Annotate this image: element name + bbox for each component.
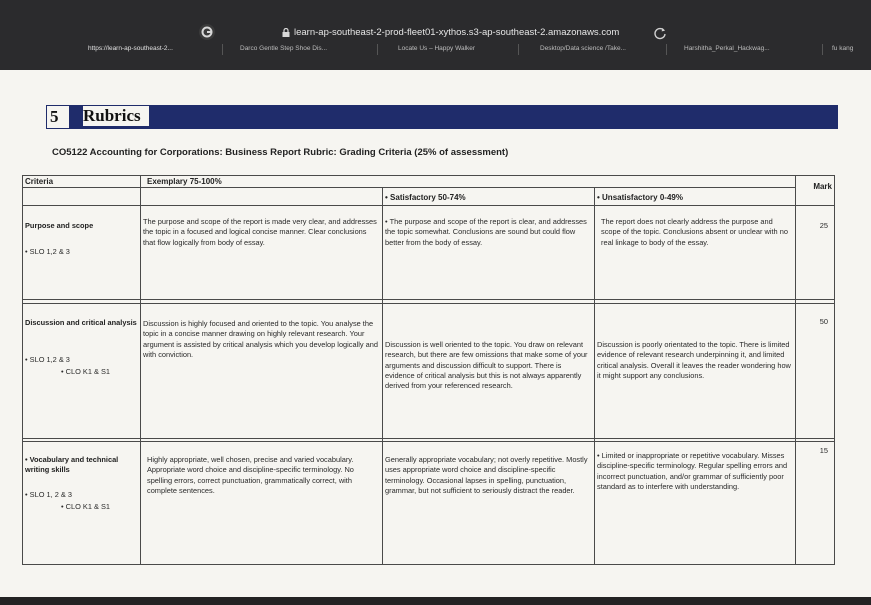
reload-icon[interactable]: [653, 26, 667, 40]
bookmarks-bar: [0, 42, 871, 60]
row3-slo: • SLO 1, 2 & 3: [22, 488, 140, 502]
row2-mark: 50: [819, 317, 828, 326]
row1-unsatisfactory: The report does not clearly address the purpose and scope of the topic. Conclusions absent or unclear with no real linkage to body of the essay.: [601, 217, 788, 247]
header-criteria: Criteria: [25, 177, 54, 186]
header-satisfactory: • Satisfactory 50-74%: [382, 191, 592, 205]
row2-criteria: Discussion and critical analysis: [25, 318, 137, 327]
bookmark-harshitha[interactable]: Harshitha_Perkal_Hackwag...: [684, 45, 770, 52]
row3-unsatisfactory: • Limited or inappropriate or repetitive vocabulary. Misses discipline-specific terminology. Regular spelling errors and incorrect punctuation, and/or grammar of sufficiently poor standard as to interfere with understanding.: [594, 449, 795, 564]
address-bar[interactable]: [282, 23, 642, 43]
section-number: 5: [50, 107, 59, 126]
rubric-subtitle: CO5122 Accounting for Corporations: Business Report Rubric: Grading Criteria (25% of assessment): [52, 147, 509, 158]
row1-criteria: Purpose and scope: [25, 221, 94, 230]
bookmark-darco[interactable]: Darco Gentle Step Shoe Dis...: [240, 45, 328, 52]
row3-satisfactory: Generally appropriate vocabulary; not overly repetitive. Mostly uses appropriate word choice and discipline-specific terminology. Occasional lapses in spelling, punctuation, grammar, but not sufficient to seriously distract the reader.: [385, 455, 588, 495]
row2-exemplary: Discussion is highly focused and oriented to the topic. You analyse the topic in a concise manner drawing on highly relevant research. Your argument is assisted by critical analysis which you develop logically and with conviction.: [143, 319, 378, 359]
row2-unsatisfactory: Discussion is poorly orientated to the topic. There is limited evidence of relevant research underpinning it, and limited critical analysis. Overall it leaves the reader wondering how it might support any conclusions.: [597, 340, 791, 380]
row3-mark: 15: [819, 446, 828, 455]
row3-criteria: • Vocabulary and technical writing skills: [22, 453, 140, 477]
section-heading-bar: [46, 105, 838, 129]
header-mark: Mark: [813, 182, 832, 191]
ghost-icon[interactable]: [198, 23, 216, 41]
header-unsatisfactory: • Unsatisfactory 0-49%: [594, 191, 794, 205]
screen-bezel: [0, 597, 871, 605]
bookmark-happy-walker[interactable]: Locate Us – Happy Walker: [398, 45, 476, 52]
row3-clo: • CLO K1 & S1: [58, 500, 140, 514]
row2-clo: • CLO K1 & S1: [58, 365, 140, 379]
browser-chrome: [0, 0, 871, 70]
row2-satisfactory: Discussion is well oriented to the topic. You draw on relevant research, but there are few omissions that make some of your arguments and discussion difficult to support. There is evidence of critical analysis but this is not always apparently derived from your referenced research.: [385, 340, 588, 391]
bookmark-data-science[interactable]: Desktop/Data science /Take...: [540, 45, 626, 52]
rubric-table: [22, 175, 835, 565]
bookmark-learn[interactable]: https://learn-ap-southeast-2...: [88, 45, 173, 52]
row2-slo: • SLO 1,2 & 3: [22, 353, 140, 367]
bookmark-fu-kang[interactable]: fu kang: [832, 45, 854, 52]
url-text: learn-ap-southeast-2-prod-fleet01-xythos.s3-ap-southeast-2.amazonaws.com: [294, 27, 620, 38]
lock-icon: [282, 28, 290, 37]
row1-mark: 25: [819, 221, 828, 230]
row3-exemplary: Highly appropriate, well chosen, precise and varied vocabulary. Appropriate word choice and discipline-specific terminology. No spelling errors, correct punctuation, grammatically correct, with complete sentences.: [147, 455, 354, 495]
section-title: Rubrics: [83, 106, 149, 126]
header-exemplary: Exemplary 75-100%: [147, 177, 222, 186]
section-number-box: [46, 105, 70, 129]
row1-exemplary: The purpose and scope of the report is made very clear, and addresses the topic in a focused and logical concise manner. Clear conclusions that flow logically from body of essay.: [143, 217, 377, 247]
row1-satisfactory: • The purpose and scope of the report is clear, and addresses the topic somewhat. Conclusions are sound but could flow better from the body of essay.: [382, 215, 594, 299]
document-page: [0, 70, 871, 605]
row1-slo: • SLO 1,2 & 3: [22, 245, 140, 259]
